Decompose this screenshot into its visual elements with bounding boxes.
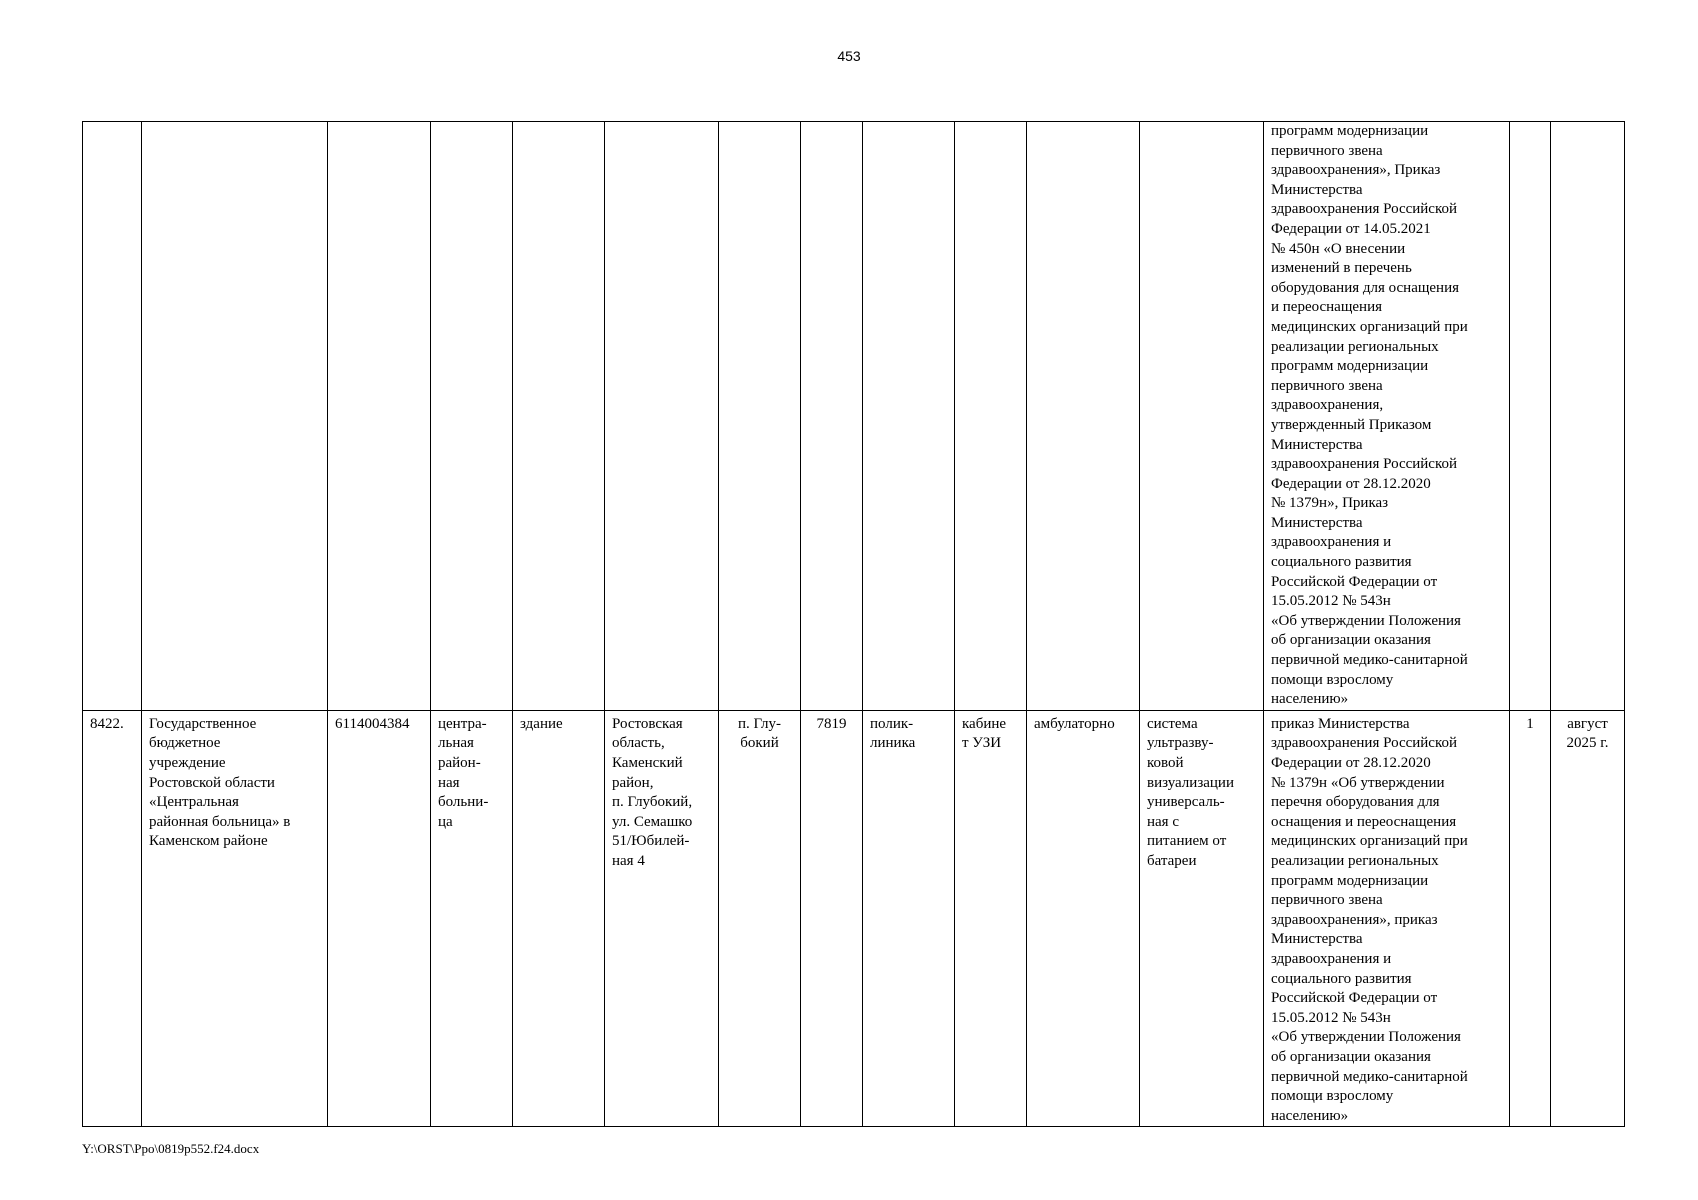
cell-quantity [1510, 122, 1551, 711]
cell-number [83, 122, 142, 711]
cell-basis: приказ Министерства здравоохранения Российской Федерации от 28.12.2020 № 1379н «Об утверждении перечня оборудования для оснащения и переоснащения медицинских организаций при реализации региональных программ модернизации первичного звена здравоохранения», приказ Министерства здравоохранения и социального развития Российской Федерации от 15.05.2012 № 543н «Об утверждении Положения об организации оказания первичной медико-санитарной помощи взрослому населению» [1264, 710, 1510, 1126]
cell-equipment: система ультразву- ковой визуализации универсаль- ная с питанием от батареи [1140, 710, 1264, 1126]
cell-organization [142, 122, 328, 711]
cell-address: Ростовская область, Каменский район, п. Глубокий, ул. Семашко 51/Юбилей- ная 4 [605, 710, 719, 1126]
cell-inn: 6114004384 [328, 710, 431, 1126]
cell-care-form [1027, 122, 1140, 711]
cell-object: здание [513, 710, 605, 1126]
cell-quantity: 1 [1510, 710, 1551, 1126]
cell-equipment [1140, 122, 1264, 711]
cell-settlement [719, 122, 801, 711]
table-row-continuation [83, 122, 1625, 711]
cell-number: 8422. [83, 710, 142, 1126]
table-row-8422 [83, 710, 1625, 1126]
cell-object [513, 122, 605, 711]
cell-deadline: август 2025 г. [1551, 710, 1625, 1126]
cell-care-form: амбулаторно [1027, 710, 1140, 1126]
cell-organization: Государственное бюджетное учреждение Ростовской области «Центральная районная больница» в Каменском районе [142, 710, 328, 1126]
cell-org-type [431, 122, 513, 711]
cell-room: кабине т УЗИ [955, 710, 1027, 1126]
page-number: 453 [837, 48, 861, 64]
footer-file-path: Y:\ORST\Ppo\0819p552.f24.docx [82, 1141, 260, 1156]
cell-deadline [1551, 122, 1625, 711]
cell-inn [328, 122, 431, 711]
cell-address [605, 122, 719, 711]
cell-settlement: п. Глу- бокий [719, 710, 801, 1126]
cell-org-type: центра- льная район- ная больни- ца [431, 710, 513, 1126]
cell-room [955, 122, 1027, 711]
cell-basis: программ модернизации первичного звена здравоохранения», Приказ Министерства здравоохранения Российской Федерации от 14.05.2021 № 450н «О внесении изменений в перечень оборудования для оснащения и переоснащения медицинских организаций при реализации региональных программ модернизации первичного звена здравоохранения, утвержденный Приказом Министерства здравоохранения Российской Федерации от 28.12.2020 № 1379н», Приказ Министерства здравоохранения и социального развития Российской Федерации от 15.05.2012 № 543н «Об утверждении Положения об организации оказания первичной медико-санитарной помощи взрослому населению» [1264, 122, 1510, 711]
cell-unit: полик- линика [863, 710, 955, 1126]
cell-population: 7819 [801, 710, 863, 1126]
cell-unit [863, 122, 955, 711]
register-table [82, 121, 1625, 1127]
cell-population [801, 122, 863, 711]
